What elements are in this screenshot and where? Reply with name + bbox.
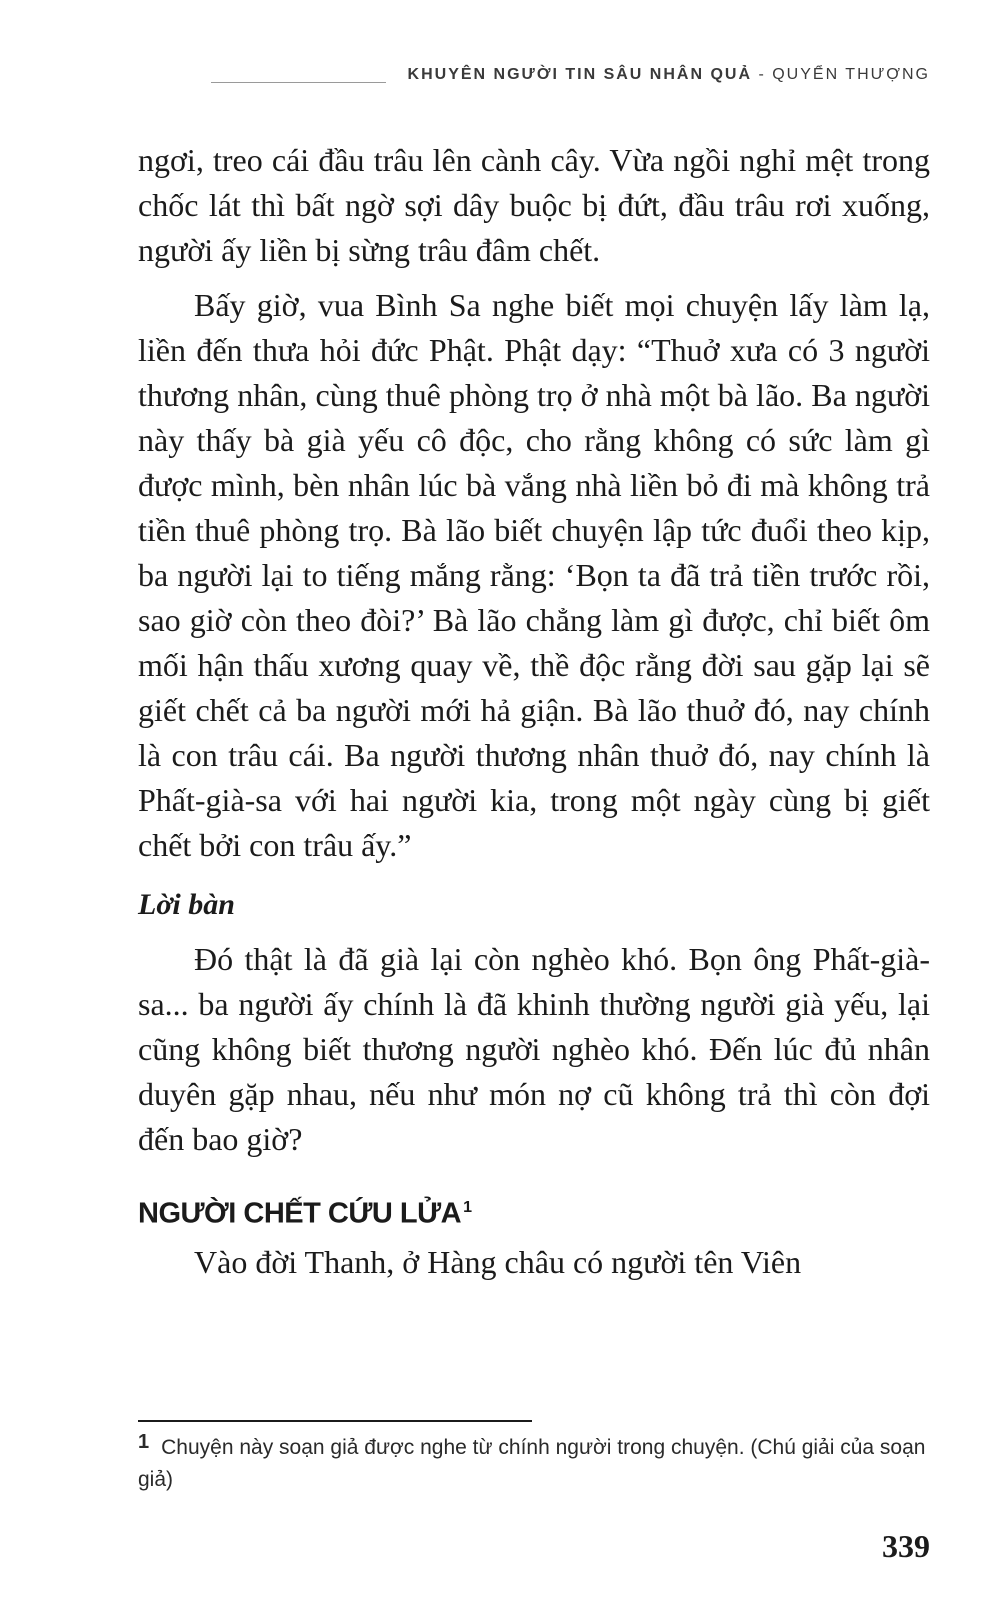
footnote-number: 1	[138, 1431, 150, 1453]
commentary-paragraph: Đó thật là đã già lại còn nghèo khó. Bọn ông Phất-già-sa... ba người ấy chính là đã khinh thường người già yếu, lại cũng không biết thương người nghèo khó. Đến lúc đủ nhân duyên gặp nhau, nếu như món nợ cũ không trả thì còn đợi đến bao giờ?	[138, 941, 930, 1157]
section-title-text: NGƯỜI CHẾT CỨU LỬA	[138, 1197, 462, 1230]
running-header	[138, 62, 930, 88]
paragraph-story: Bấy giờ, vua Bình Sa nghe biết mọi chuyện lấy làm lạ, liền đến thưa hỏi đức Phật. Phật dạy: “Thuở xưa có 3 người thương nhân, cùng thuê phòng trọ ở nhà một bà lão. Ba người này thấy bà già yếu cô độc, cho rằng không có sức làm gì được mình, bèn nhân lúc bà vắng nhà liền bỏ đi mà không trả tiền thuê phòng trọ. Bà lão biết chuyện lập tức đuổi theo kịp, ba người lại to tiếng mắng rằng: ‘Bọn ta đã trả tiền trước rồi, sao giờ còn theo đòi?’ Bà lão chẳng làm gì được, chỉ biết ôm mối hận thấu xương quay về, thề độc rằng đời sau gặp lại sẽ giết chết cả ba người mới hả giận. Bà lão thuở đó, nay chính là con trâu cái. Ba người thương nhân thuở đó, nay chính là Phất-già-sa với hai người kia, trong một ngày cùng bị giết chết bởi con trâu ấy.”	[138, 287, 930, 863]
section-title	[138, 1188, 930, 1234]
header-separator: -	[752, 66, 773, 83]
paragraph-continued: ngơi, treo cái đầu trâu lên cành cây. Vừa ngồi nghỉ mệt trong chốc lát thì bất ngờ sợi dây buộc bị đứt, đầu trâu rơi xuống, người ấy liền bị sừng trâu đâm chết.	[138, 142, 930, 268]
footnote	[138, 1426, 930, 1496]
header-rule	[211, 82, 386, 83]
section-first-line: Vào đời Thanh, ở Hàng châu có người tên Viên	[194, 1243, 802, 1280]
footnote-reference: 1	[463, 1199, 472, 1216]
header-text	[408, 66, 930, 84]
footnote-divider	[138, 1420, 532, 1422]
book-title: KHUYÊN NGƯỜI TIN SÂU NHÂN QUẢ	[407, 66, 753, 83]
page-number: 339	[882, 1528, 930, 1564]
page-body	[138, 138, 930, 1285]
commentary-heading: Lời bàn	[138, 888, 235, 921]
volume-title: QUYỂN THƯỢNG	[772, 66, 930, 83]
footnote-text: Chuyện này soạn giả được nghe từ chính người trong chuyện. (Chú giải của soạn giả)	[138, 1436, 926, 1491]
